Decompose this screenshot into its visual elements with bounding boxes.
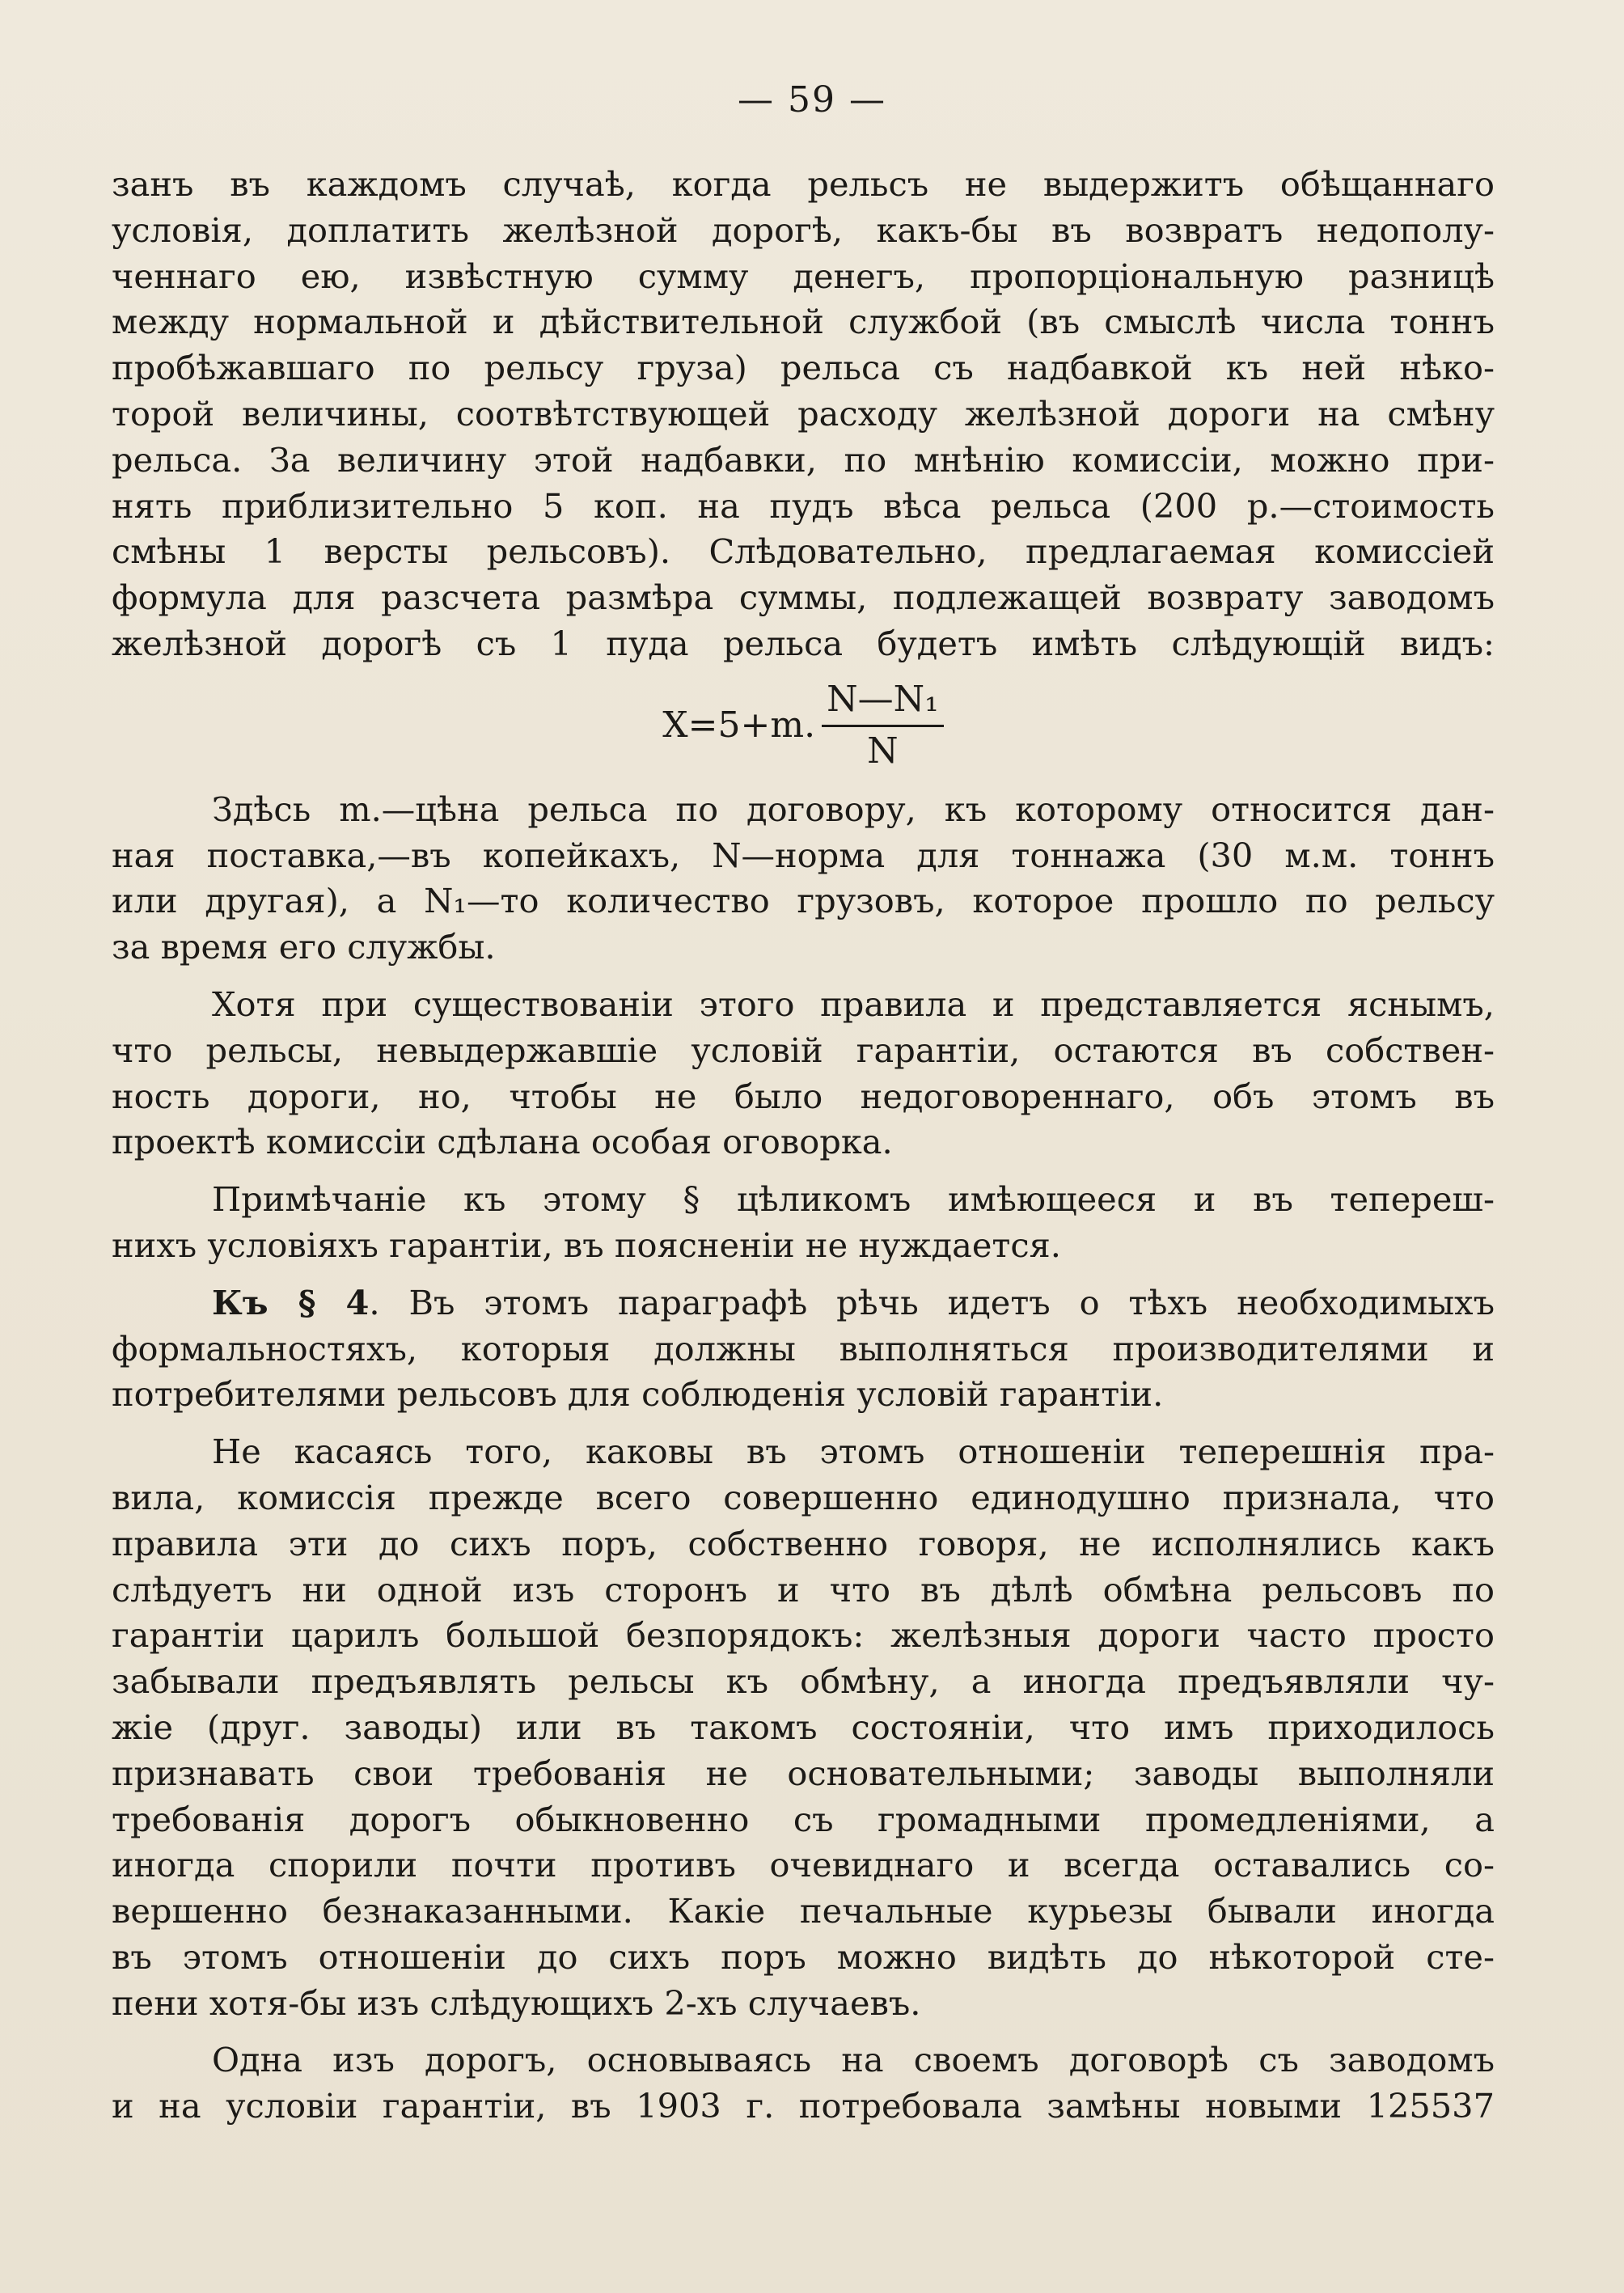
text-line: вершенно безнаказанными. Какіе печальные курьезы бывали иногда — [112, 1891, 1495, 1931]
text-line: иногда спорили почти противъ очевиднаго и всегда оставались со- — [112, 1845, 1495, 1885]
paragraph-3 — [112, 982, 1495, 1166]
text-line: желѣзной дорогѣ съ 1 пуда рельса будетъ имѣть слѣдующій видъ: — [112, 623, 1495, 663]
text-line: формальностяхъ, которыя должны выполняться производителями и — [112, 1328, 1495, 1369]
text-line: Одна изъ дорогъ, основываясь на своемъ договорѣ съ заводомъ — [212, 2040, 1495, 2080]
paragraph-6 — [112, 1429, 1495, 2026]
text-line: за время его службы. — [112, 927, 496, 967]
text-line: Хотя при существованіи этого правила и представляется яснымъ, — [212, 984, 1495, 1024]
text-line: требованія дорогъ обыкновенно съ громадными промедленіями, а — [112, 1799, 1495, 1839]
text-line: торой величины, соотвѣтствующей расходу желѣзной дороги на смѣну — [112, 393, 1495, 434]
formula-denominator: N — [867, 730, 899, 772]
formula-fraction — [822, 677, 944, 775]
text-line: ная поставка,—въ копейкахъ, N—норма для тоннажа (30 м.м. тоннъ — [112, 835, 1495, 875]
text-line: въ этомъ отношеніи до сихъ поръ можно видѣть до нѣкоторой сте- — [112, 1936, 1495, 1977]
text-line: формула для разсчета размѣра суммы, подлежащей возврату заводомъ — [112, 577, 1495, 618]
text-line: или другая), а N₁—то количество грузовъ, которое прошло по рельсу — [112, 881, 1495, 921]
text-line: что рельсы, невыдержавшіе условій гарантіи, остаются въ собствен- — [112, 1030, 1495, 1070]
text-line: правила эти до сихъ поръ, собственно говоря, не исполнялись какъ — [112, 1523, 1495, 1563]
paragraph-7 — [112, 2037, 1495, 2130]
text-line: жіе (друг. заводы) или въ такомъ состояніи, что имъ приходилось — [112, 1707, 1495, 1747]
text-line: нихъ условіяхъ гарантіи, въ поясненіи не нуждается. — [112, 1225, 1061, 1265]
text-line — [112, 1280, 1495, 1326]
text-line: Примѣчаніе къ этому § цѣликомъ имѣющееся и въ тепереш- — [212, 1179, 1495, 1220]
text-line: нять приблизительно 5 коп. на пудъ вѣса рельса (200 р.—стоимость — [112, 485, 1495, 526]
formula-lhs: X=5+m. — [662, 704, 816, 747]
text-line: признавать свои требованія не основательными; заводы выполняли — [112, 1753, 1495, 1793]
page-number: — 59 — — [738, 79, 886, 121]
text-line: ченнаго ею, извѣстную сумму денегъ, пропорціональную разницѣ — [112, 256, 1495, 296]
paragraph-2 — [112, 787, 1495, 971]
text-line: пени хотя-бы изъ слѣдующихъ 2-хъ случаевъ. — [112, 1982, 921, 2023]
text-line: слѣдуетъ ни одной изъ сторонъ и что въ дѣлѣ обмѣна рельсовъ по — [112, 1569, 1495, 1610]
text-line: рельса. За величину этой надбавки, по мнѣнію комиссіи, можно при- — [112, 439, 1495, 480]
text-line: Не касаясь того, каковы въ этомъ отношеніи теперешнія пра- — [212, 1432, 1495, 1472]
paragraph-1 — [112, 162, 1495, 667]
text-line: смѣны 1 версты рельсовъ). Слѣдовательно, предлагаемая комиссіей — [112, 531, 1495, 572]
text-line: забывали предъявлять рельсы къ обмѣну, а иногда предъявляли чу- — [112, 1661, 1495, 1702]
text-line: проектѣ комиссіи сдѣлана особая оговорка. — [112, 1122, 893, 1162]
section-lead: Къ § 4 — [212, 1282, 370, 1322]
paragraph-4 — [112, 1177, 1495, 1269]
text-line: ность дороги, но, чтобы не было недоговореннаго, объ этомъ въ — [112, 1076, 1495, 1116]
text-line: занъ въ каждомъ случаѣ, когда рельсъ не выдержитъ обѣщаннаго — [112, 164, 1495, 204]
text-line: потребителями рельсовъ для соблюденія условій гарантіи. — [112, 1374, 1164, 1415]
text-line: пробѣжавшаго по рельсу груза) рельса съ надбавкой къ ней нѣко- — [112, 348, 1495, 388]
text-line: и на условіи гарантіи, въ 1903 г. потребовала замѣны новыми 125537 — [112, 2086, 1495, 2126]
formula — [112, 674, 1495, 779]
body-text — [112, 162, 1495, 2130]
text-line: Здѣсь m.—цѣна рельса по договору, къ которому относится дан- — [212, 789, 1495, 829]
paragraph-5 — [112, 1280, 1495, 1418]
text-line: условія, доплатить желѣзной дорогѣ, какъ-бы въ возвратъ недополу- — [112, 209, 1495, 250]
text-line: вила, комиссія прежде всего совершенно единодушно признала, что — [112, 1477, 1495, 1517]
text-line: гарантіи царилъ большой безпорядокъ: желѣзныя дороги часто просто — [112, 1615, 1495, 1656]
formula-numerator: N—N₁ — [822, 677, 944, 727]
section-lead-rest: . Въ этомъ параграфѣ рѣчь идетъ о тѣхъ необходимыхъ — [369, 1282, 1495, 1322]
text-line: между нормальной и дѣйствительной службой (въ смыслѣ числа тоннъ — [112, 302, 1495, 342]
